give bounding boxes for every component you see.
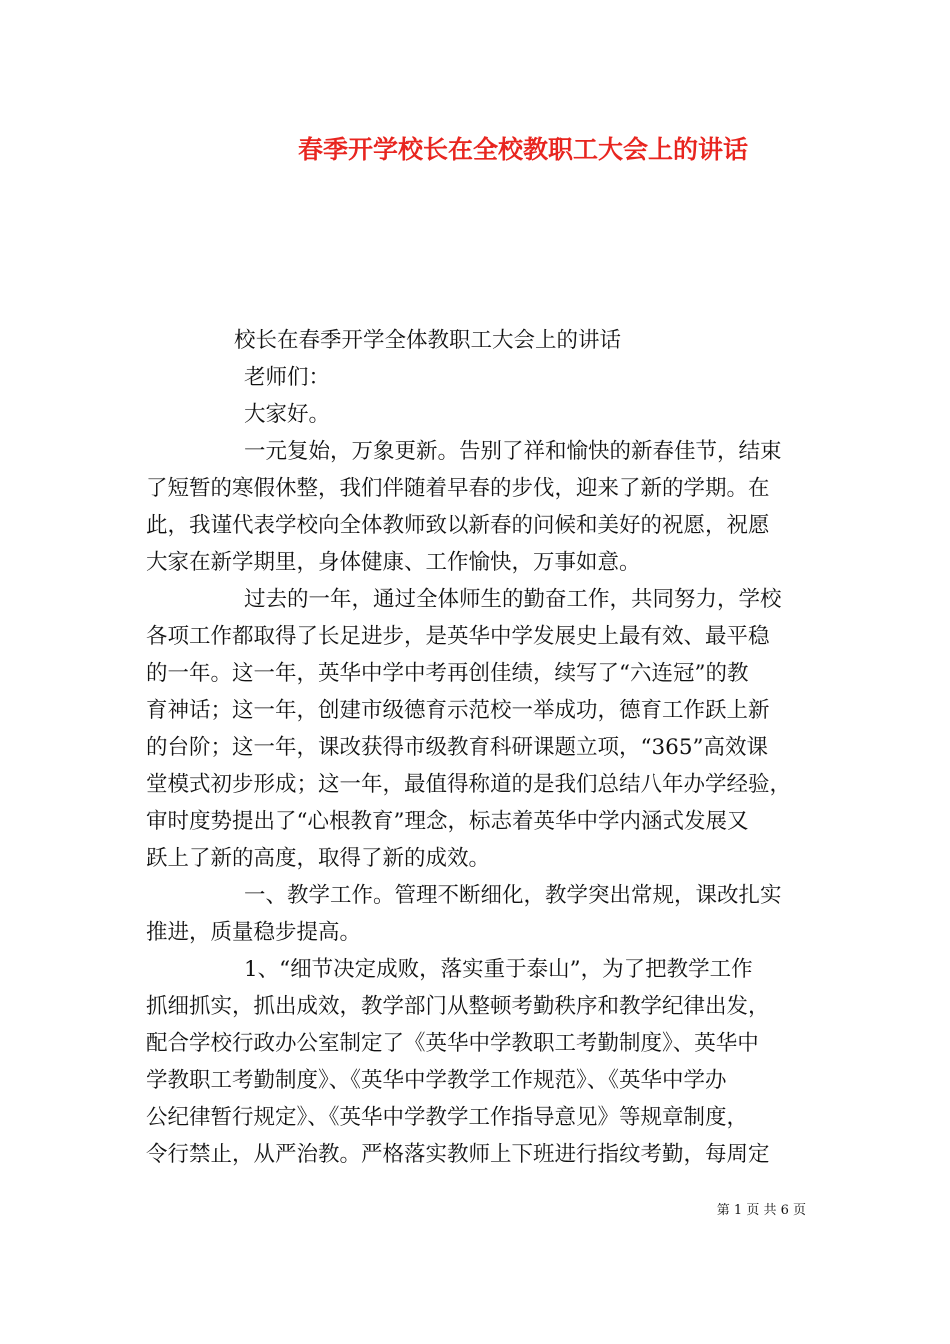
salutation: 老师们： [244, 365, 331, 390]
paragraph-line: 审时度势提出了“心根教育”理念，标志着英华中学内涵式发展又 [146, 809, 749, 834]
paragraph-line: 令行禁止，从严治教。严格落实教师上下班进行指纹考勤，每周定 [146, 1142, 770, 1167]
document-title: 春季开学校长在全校教职工大会上的讲话 [297, 135, 748, 164]
paragraph-line: 大家在新学期里，身体健康、工作愉快，万事如意。 [146, 550, 641, 575]
paragraph-line: 推进，质量稳步提高。 [146, 920, 362, 945]
paragraph-line: 的台阶；这一年，课改获得市级教育科研课题立项，“365”高效课 [146, 735, 769, 760]
paragraph-line: 过去的一年，通过全体师生的勤奋工作，共同努力，学校 [244, 587, 782, 612]
paragraph-line: 此，我谨代表学校向全体教师致以新春的问候和美好的祝愿，祝愿 [146, 513, 770, 538]
paragraph-line: 配合学校行政办公室制定了《英华中学教职工考勤制度》、英华中 [146, 1031, 759, 1056]
paragraph-line: 的一年。这一年，英华中学中考再创佳绩，续写了“六连冠”的教 [146, 661, 749, 686]
paragraph-line: 一元复始，万象更新。告别了祥和愉快的新春佳节，结束 [244, 439, 782, 464]
paragraph-line: 各项工作都取得了长足进步，是英华中学发展史上最有效、最平稳 [146, 624, 770, 649]
paragraph-line: 堂模式初步形成；这一年，最值得称道的是我们总结八年办学经验， [146, 772, 792, 797]
speech-subtitle: 校长在春季开学全体教职工大会上的讲话 [234, 328, 622, 353]
paragraph-line: 了短暂的寒假休整，我们伴随着早春的步伐，迎来了新的学期。在 [146, 476, 770, 501]
page-number-footer: 第 1 页 共 6 页 [716, 1203, 806, 1218]
paragraph-line: 学教职工考勤制度》、《英华中学教学工作规范》、《英华中学办 [146, 1068, 727, 1093]
paragraph-line: 一、教学工作。管理不断细化，教学突出常规，课改扎实 [244, 883, 782, 908]
paragraph-line: 1、“细节决定成败，落实重于泰山”，为了把教学工作 [244, 957, 753, 982]
paragraph-line: 公纪律暂行规定》、《英华中学教学工作指导意见》等规章制度， [146, 1105, 749, 1130]
paragraph-line: 抓细抓实，抓出成效，教学部门从整顿考勤秩序和教学纪律出发， [146, 994, 770, 1019]
greeting: 大家好。 [244, 402, 331, 427]
paragraph-line: 跃上了新的高度，取得了新的成效。 [146, 846, 491, 871]
paragraph-line: 育神话；这一年，创建市级德育示范校一举成功，德育工作跃上新 [146, 698, 770, 723]
document-body [146, 322, 836, 1173]
